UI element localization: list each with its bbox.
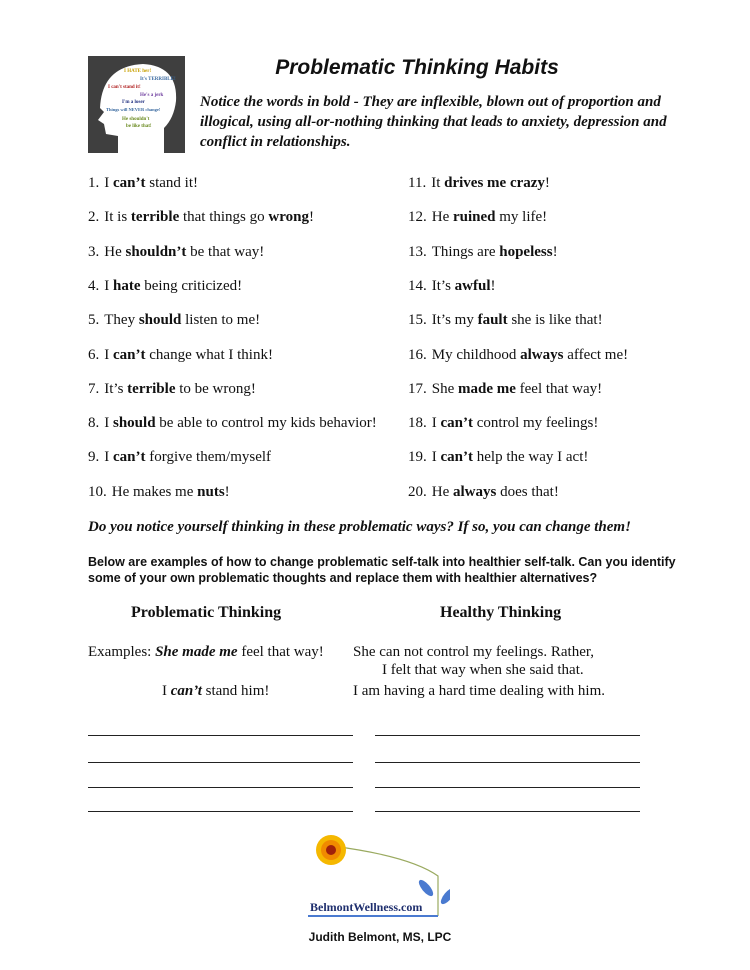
item-number: 18.	[408, 415, 427, 432]
bold-word: ruined	[453, 209, 496, 226]
item-text: affect me!	[563, 346, 629, 363]
item-text: I	[431, 415, 441, 432]
bold-word: She made me	[155, 644, 238, 660]
item-number: 13.	[408, 243, 427, 260]
write-line[interactable]	[375, 735, 640, 736]
example-text: feel that way!	[237, 644, 324, 660]
item-text: She	[431, 380, 458, 397]
item-text: It’s	[104, 380, 128, 397]
write-line[interactable]	[375, 762, 640, 763]
write-line[interactable]	[88, 787, 353, 788]
svg-text:be like that!: be like that!	[126, 124, 152, 129]
item-text: !	[552, 243, 558, 260]
intro-text: Notice the words in bold - They are inflexible, blown out of proportion and illogical, using all-or-nothing thinking that leads to anxiety, depression and conflict in relationships.	[200, 94, 667, 150]
item-number: 10.	[88, 483, 107, 500]
list-item	[408, 415, 598, 432]
item-number: 17.	[408, 380, 427, 397]
example-1-problematic	[88, 644, 324, 661]
item-number: 11.	[408, 175, 427, 191]
item-text: I	[104, 175, 113, 191]
bold-word: should	[138, 312, 182, 329]
bold-word: terrible	[130, 209, 180, 226]
item-text: !	[308, 209, 314, 226]
list-item	[408, 244, 558, 261]
item-text: They	[104, 312, 139, 329]
list-item	[408, 278, 496, 295]
list-item	[88, 278, 242, 295]
item-text: being criticized!	[140, 277, 243, 294]
item-text: feel that way!	[515, 380, 603, 397]
item-number: 7.	[88, 380, 100, 397]
item-number: 16.	[408, 346, 427, 363]
item-number: 1.	[88, 175, 100, 191]
list-item	[88, 209, 314, 226]
item-text: I	[104, 277, 113, 294]
item-text: He	[104, 243, 126, 260]
write-line[interactable]	[88, 811, 353, 812]
item-number: 12.	[408, 209, 427, 226]
list-item	[88, 415, 377, 432]
healthy-column-heading: Healthy Thinking	[440, 604, 562, 621]
item-text: He	[431, 209, 453, 226]
bold-word: can’t	[113, 449, 146, 466]
bold-word: always	[453, 483, 497, 500]
bold-word: made me	[458, 380, 516, 397]
bold-word: shouldn’t	[125, 243, 187, 260]
item-number: 14.	[408, 277, 427, 294]
item-text: forgive them/myself	[145, 449, 272, 466]
question-text: Do you notice yourself thinking in these problematic ways? If so, you can change them!	[88, 519, 631, 535]
list-item	[408, 484, 559, 501]
svg-text:I'm a loser: I'm a loser	[122, 100, 145, 105]
item-text: listen to me!	[181, 312, 261, 329]
bold-word: can’t	[440, 415, 473, 432]
bold-word: nuts	[197, 483, 225, 500]
svg-text:He's a jerk: He's a jerk	[140, 93, 164, 98]
head-silhouette-image	[88, 56, 185, 153]
item-text: control my feelings!	[473, 415, 599, 432]
item-text: help the way I act!	[473, 449, 589, 466]
item-text: He makes me	[111, 483, 198, 500]
item-text: that things go	[179, 209, 269, 226]
item-number: 20.	[408, 483, 427, 500]
write-line[interactable]	[88, 762, 353, 763]
item-text: It’s my	[431, 312, 478, 329]
list-item	[88, 484, 230, 501]
list-item	[88, 449, 271, 466]
example-text: I	[162, 683, 171, 699]
list-item	[88, 312, 260, 329]
item-text: to be wrong!	[175, 380, 256, 397]
bold-word: hopeless	[499, 243, 553, 260]
item-text: be able to control my kids behavior!	[155, 415, 377, 432]
item-number: 19.	[408, 449, 427, 466]
bold-word: hate	[113, 277, 141, 294]
list-item	[408, 347, 628, 364]
example-2-problematic	[162, 683, 269, 700]
item-text: does that!	[496, 483, 559, 500]
list-item	[408, 312, 603, 329]
list-item	[408, 209, 547, 226]
bold-word: can’t	[113, 346, 146, 363]
item-text: It	[431, 175, 445, 191]
list-item	[408, 175, 550, 192]
svg-text:I HATE her!: I HATE her!	[124, 69, 152, 74]
item-text: I	[104, 346, 113, 363]
author-name: Judith Belmont, MS, LPC	[308, 930, 452, 944]
item-number: 8.	[88, 415, 100, 432]
item-text: !	[544, 175, 550, 191]
item-number: 4.	[88, 277, 100, 294]
bold-word: should	[113, 415, 156, 432]
svg-text:He shouldn't: He shouldn't	[122, 117, 150, 122]
svg-text:Things will NEVER change!: Things will NEVER change!	[106, 107, 161, 112]
list-item	[88, 347, 273, 364]
item-text: I	[104, 415, 113, 432]
svg-text:It's TERRIBLE!: It's TERRIBLE!	[140, 77, 176, 82]
item-text: be that way!	[186, 243, 265, 260]
bold-word: terrible	[127, 380, 176, 397]
bold-word: awful	[454, 277, 491, 294]
item-number: 6.	[88, 346, 100, 363]
item-text: stand it!	[145, 175, 198, 191]
bold-word: can’t	[440, 449, 473, 466]
bold-word: can’t	[170, 683, 202, 699]
bold-word: drives me crazy	[444, 175, 545, 191]
bold-word: can’t	[113, 175, 146, 191]
item-text: My childhood	[431, 346, 521, 363]
examples-label: Examples:	[88, 644, 156, 660]
instructions-text: Below are examples of how to change problematic self-talk into healthier self-talk. Can you identify some of your own problematic thoughts and replace them with healthier alternatives?	[88, 555, 676, 585]
item-number: 2.	[88, 209, 100, 226]
example-2-healthy: I am having a hard time dealing with him.	[353, 683, 606, 699]
item-text: my life!	[495, 209, 548, 226]
write-line[interactable]	[375, 787, 640, 788]
item-text: change what I think!	[145, 346, 273, 363]
svg-text:I can't stand it!: I can't stand it!	[108, 85, 141, 90]
item-text: It’s	[431, 277, 455, 294]
page-title: Problematic Thinking Habits	[275, 56, 559, 79]
item-number: 5.	[88, 312, 100, 329]
bold-word: wrong	[268, 209, 309, 226]
bold-word: fault	[477, 312, 508, 329]
item-text: Things are	[431, 243, 500, 260]
example-1-healthy-line2: I felt that way when she said that.	[382, 662, 584, 678]
list-item	[408, 381, 602, 398]
item-number: 15.	[408, 312, 427, 329]
item-text: !	[224, 483, 230, 500]
list-item	[408, 449, 588, 466]
example-1-healthy-line1: She can not control my feelings. Rather,	[353, 644, 595, 660]
list-item	[88, 381, 256, 398]
bold-word: always	[520, 346, 564, 363]
item-text: I	[431, 449, 441, 466]
item-text: !	[490, 277, 496, 294]
item-number: 9.	[88, 449, 100, 466]
write-line[interactable]	[375, 811, 640, 812]
example-text: stand him!	[201, 683, 270, 699]
list-item	[88, 175, 198, 192]
item-text: she is like that!	[507, 312, 603, 329]
item-text: I	[104, 449, 113, 466]
write-line[interactable]	[88, 735, 353, 736]
list-item	[88, 244, 264, 261]
item-number: 3.	[88, 243, 100, 260]
item-text: It is	[104, 209, 131, 226]
problematic-column-heading: Problematic Thinking	[131, 604, 282, 621]
website-link[interactable]: BelmontWellness.com	[310, 900, 423, 914]
item-text: He	[431, 483, 453, 500]
